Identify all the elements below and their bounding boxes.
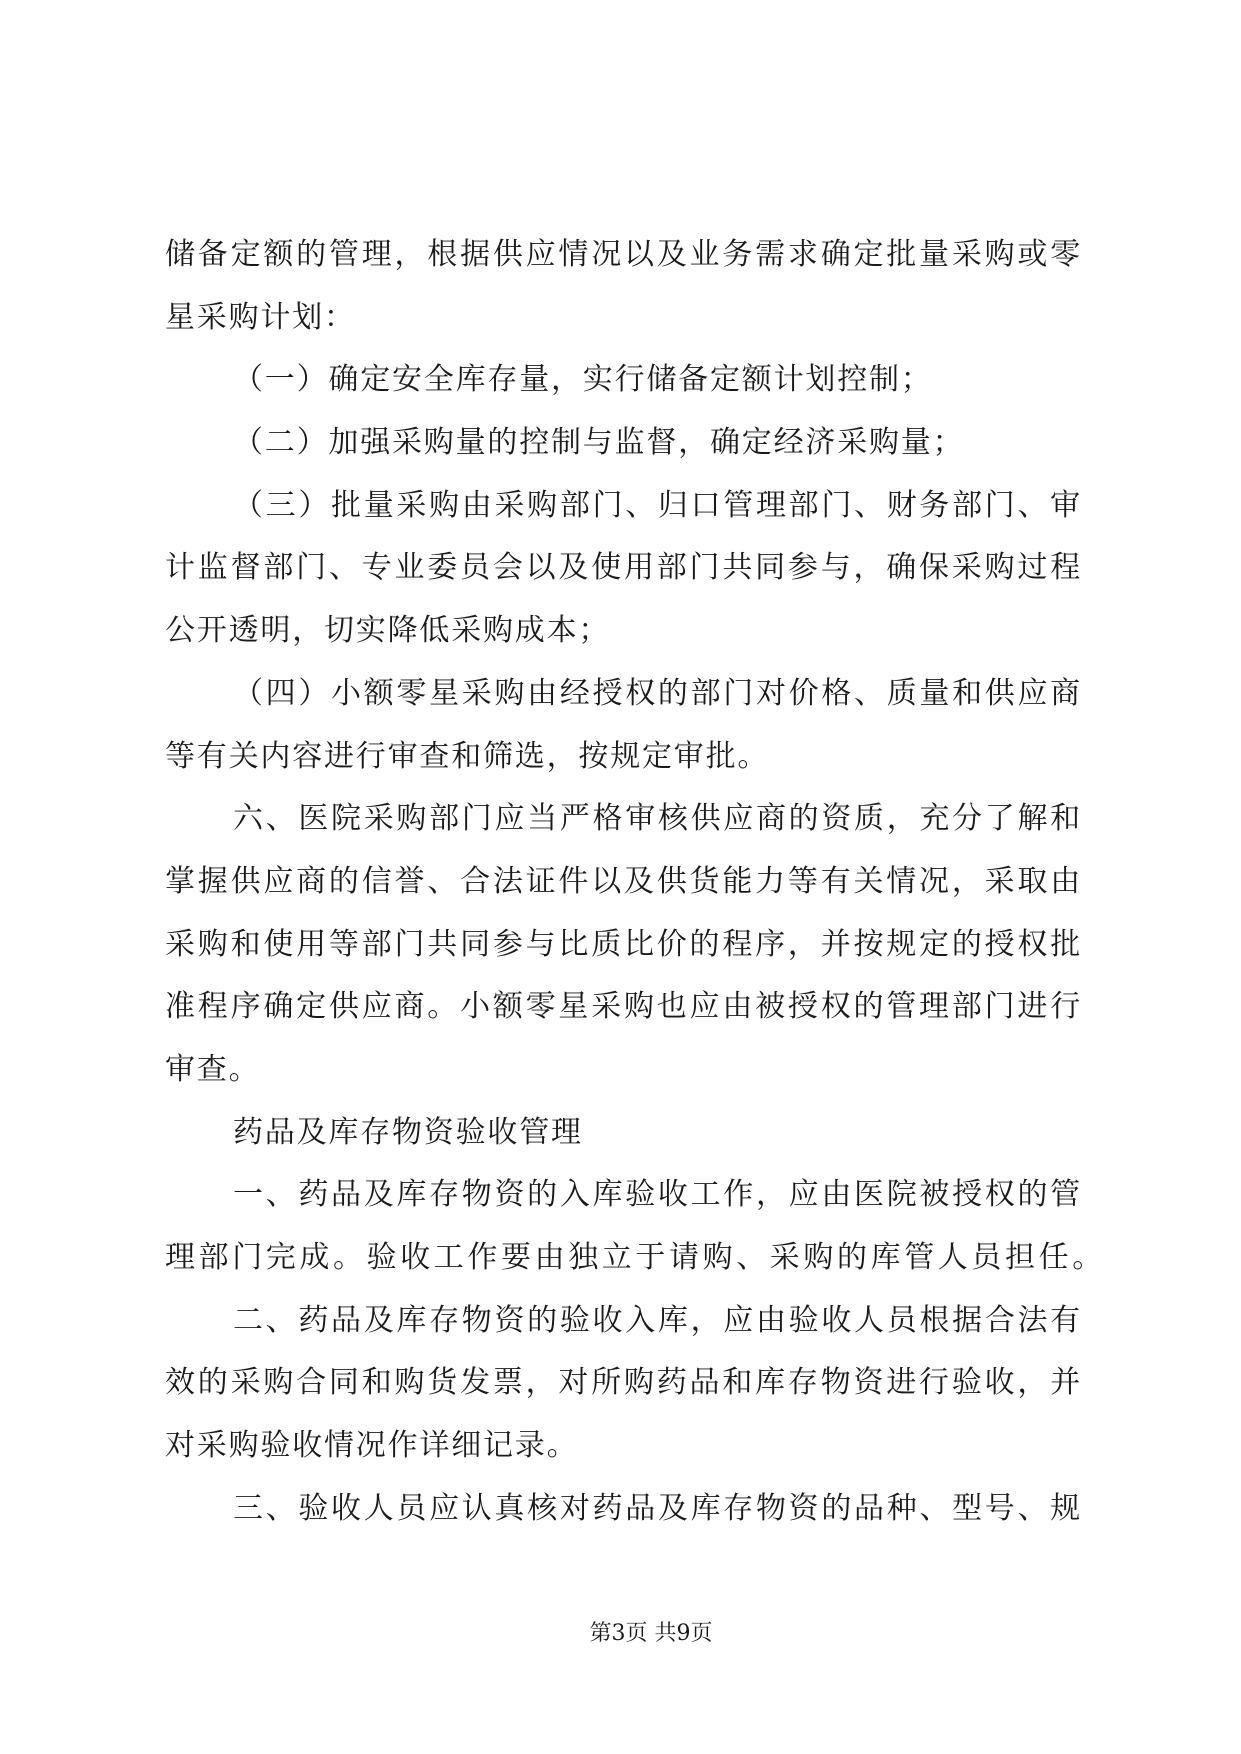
text-line: 掌握供应商的信誉、合法证件以及供货能力等有关情况，采取由 bbox=[165, 863, 1082, 899]
text-line: 准程序确定供应商。小额零星采购也应由被授权的管理部门进行 bbox=[165, 989, 1082, 1025]
text-line: 等有关内容进行审查和筛选，按规定审批。 bbox=[165, 738, 770, 774]
text-line: 星采购计划： bbox=[165, 299, 356, 335]
text-line: 一、药品及库存物资的入库验收工作，应由医院被授权的管 bbox=[233, 1177, 1082, 1213]
text-line: 计监督部门、专业委员会以及使用部门共同参与，确保采购过程 bbox=[165, 550, 1082, 586]
paragraph bbox=[165, 1290, 1082, 1478]
list-item-paragraph bbox=[165, 663, 1082, 788]
text-line: 审查。 bbox=[165, 1051, 261, 1087]
text-line: （一）确定安全库存量，实行储备定额计划控制； bbox=[233, 362, 933, 398]
text-line: 公开透明，切实降低采购成本； bbox=[165, 613, 611, 649]
paragraph bbox=[165, 788, 1082, 1101]
document-body bbox=[165, 224, 1104, 1540]
list-item-paragraph bbox=[165, 412, 1082, 475]
text-line: （二）加强采购量的控制与监督，确定经济采购量； bbox=[233, 425, 965, 461]
text-line: 二、药品及库存物资的验收入库，应由验收人员根据合法有 bbox=[233, 1302, 1082, 1338]
text-line: 六、医院采购部门应当严格审核供应商的资质，充分了解和 bbox=[233, 801, 1082, 837]
section-heading bbox=[165, 1102, 1082, 1165]
text-line: 储备定额的管理，根据供应情况以及业务需求确定批量采购或零 bbox=[165, 237, 1082, 272]
text-line: 采购和使用等部门共同参与比质比价的程序，并按规定的授权批 bbox=[165, 926, 1082, 962]
list-item-paragraph bbox=[165, 475, 1082, 663]
list-item-paragraph bbox=[165, 349, 1082, 412]
paragraph bbox=[165, 224, 1082, 349]
text-line: （四）小额零星采购由经授权的部门对价格、质量和供应商 bbox=[233, 675, 1082, 711]
paragraph bbox=[165, 1478, 1082, 1541]
page-number-footer: 第3页 共9页 bbox=[589, 1621, 713, 1646]
text-line: 对采购验收情况作详细记录。 bbox=[165, 1428, 579, 1464]
text-line: 三、验收人员应认真核对药品及库存物资的品种、型号、规 bbox=[233, 1490, 1082, 1526]
section-heading-text: 药品及库存物资验收管理 bbox=[233, 1114, 583, 1150]
text-line: 效的采购合同和购货发票，对所购药品和库存物资进行验收，并 bbox=[165, 1365, 1082, 1401]
text-line: 理部门完成。验收工作要由独立于请购、采购的库管人员担任。 bbox=[165, 1240, 1104, 1275]
text-line: （三）批量采购由采购部门、归口管理部门、财务部门、审 bbox=[233, 487, 1082, 523]
paragraph bbox=[165, 1164, 1104, 1289]
